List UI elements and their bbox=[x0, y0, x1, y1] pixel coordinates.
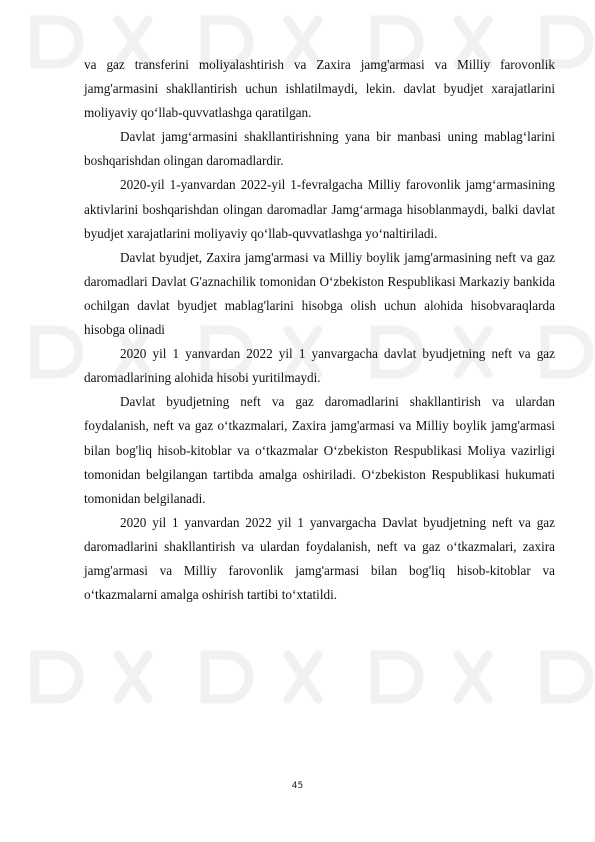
page-body bbox=[84, 53, 555, 607]
paragraph: Davlat byudjet, Zaxira jamg'armasi va Milliy boylik jamg'armasining neft va gaz daromadlari Davlat G'aznachilik tomonidan O‘zbekiston Respublikasi Markaziy bankida ochilgan davlat byudjet mablag'larini hisobga olish uchun alohida hisobvaraqlarda hisobga olinadi bbox=[84, 249, 555, 338]
page-number: 45 bbox=[291, 781, 304, 791]
paragraph: Davlat byudjetning neft va gaz daromadlarini shakllantirish va ulardan foydalanish, neft va gaz o‘tkazmalari, Zaxira jamg'armasi va Milliy boylik jamg'armasi bilan bog'liq hisob-kitoblar va o‘tkazmalar O‘zbekiston Respublikasi Moliya vazirligi tomonidan belgilangan tartibda amalga oshiriladi. O‘zbekiston Respublikasi hukumati tomonidan belgilanadi. bbox=[84, 394, 555, 506]
paragraph: Davlat jamg‘armasini shakllantirishning yana bir manbasi uning mablag‘larini boshqarishdan olingan daromadlardir. bbox=[84, 129, 555, 169]
paragraph-continuation: va gaz transferini moliyalashtirish va Zaxira jamg'armasi va Milliy farovonlik jamg'armasini shakllantirish uchun ishlatilmaydi, lekin. davlat byudjet xarajatlarini moliyaviy qo‘llab-quvvatlashga qaratilgan. bbox=[84, 57, 555, 121]
paragraph: 2020-yil 1-yanvardan 2022-yil 1-fevralgacha Milliy farovonlik jamg‘armasining aktivlarini boshqarishdan olingan daromadlar Jamg‘armaga hisoblanmaydi, balki davlat byudjet xarajatlarini moliyaviy qo‘llab-quvvatlashga yo‘naltiriladi. bbox=[84, 177, 555, 241]
paragraph: 2020 yil 1 yanvardan 2022 yil 1 yanvargacha Davlat byudjetning neft va gaz daromadlarini shakllantirish va ulardan foydalanish, neft va gaz o‘tkazmalari, zaxira jamg'armasi va Milliy farovonlik jamg'armasi bilan bog'liq hisob-kitoblar va o‘tkazmalarni amalga oshirish tartibi to‘xtatildi. bbox=[84, 514, 555, 603]
paragraph: 2020 yil 1 yanvardan 2022 yil 1 yanvargacha davlat byudjetning neft va gaz daromadlarining alohida hisobi yuritilmaydi. bbox=[84, 346, 555, 386]
